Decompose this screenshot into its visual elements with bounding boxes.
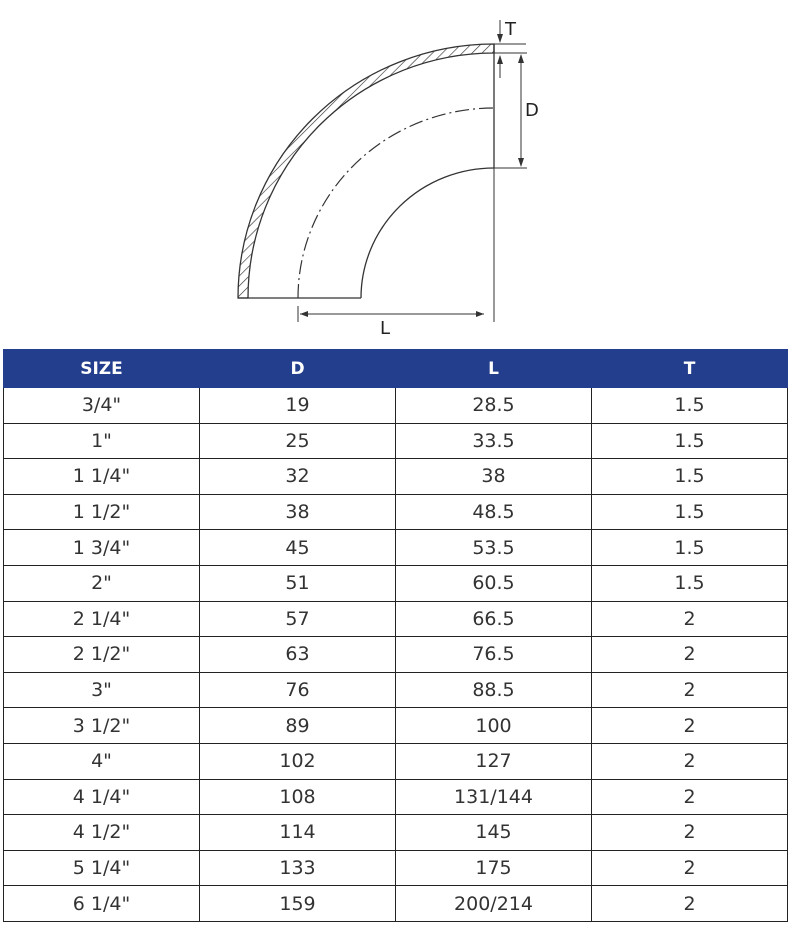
cell-l: 76.5 (396, 637, 592, 673)
cell-size: 6 1/4" (4, 886, 200, 922)
header-size: SIZE (4, 350, 200, 388)
cell-l: 131/144 (396, 779, 592, 815)
cell-l: 38 (396, 459, 592, 495)
table-row (4, 530, 788, 566)
cell-l: 28.5 (396, 388, 592, 424)
cell-l: 53.5 (396, 530, 592, 566)
t-arrowhead-down (497, 34, 503, 43)
d-arrowhead-top (518, 54, 524, 63)
cell-size: 4 1/2" (4, 815, 200, 851)
cell-size: 3" (4, 672, 200, 708)
cell-size: 3/4" (4, 388, 200, 424)
cell-d: 76 (200, 672, 396, 708)
cell-d: 114 (200, 815, 396, 851)
cell-d: 38 (200, 494, 396, 530)
cell-size: 1 3/4" (4, 530, 200, 566)
cell-l: 100 (396, 708, 592, 744)
cell-t: 2 (592, 779, 788, 815)
cell-size: 1 1/4" (4, 459, 200, 495)
t-label: T (505, 19, 516, 40)
cell-d: 108 (200, 779, 396, 815)
elbow-centerline (298, 108, 494, 298)
cell-d: 63 (200, 637, 396, 673)
cell-t: 1.5 (592, 565, 788, 601)
table-row (4, 459, 788, 495)
table-row (4, 388, 788, 424)
header-t: T (592, 350, 788, 388)
cell-d: 133 (200, 850, 396, 886)
table-row (4, 743, 788, 779)
table-row (4, 423, 788, 459)
l-arrowhead-right (476, 311, 484, 317)
cell-d: 89 (200, 708, 396, 744)
cell-t: 1.5 (592, 459, 788, 495)
cell-size: 2 1/2" (4, 637, 200, 673)
cell-d: 51 (200, 565, 396, 601)
cell-l: 145 (396, 815, 592, 851)
cell-t: 1.5 (592, 530, 788, 566)
cell-t: 2 (592, 886, 788, 922)
cell-t: 2 (592, 601, 788, 637)
cell-d: 32 (200, 459, 396, 495)
cell-t: 2 (592, 637, 788, 673)
cell-size: 3 1/2" (4, 708, 200, 744)
cell-size: 5 1/4" (4, 850, 200, 886)
table-row (4, 708, 788, 744)
table-row (4, 815, 788, 851)
cell-l: 200/214 (396, 886, 592, 922)
table-row (4, 565, 788, 601)
cell-l: 60.5 (396, 565, 592, 601)
spec-table (3, 349, 788, 922)
cell-size: 4 1/4" (4, 779, 200, 815)
table-row (4, 672, 788, 708)
cell-t: 2 (592, 850, 788, 886)
table-body (4, 388, 788, 922)
table-row (4, 637, 788, 673)
cell-d: 45 (200, 530, 396, 566)
cell-size: 4" (4, 743, 200, 779)
cell-l: 66.5 (396, 601, 592, 637)
cell-l: 127 (396, 743, 592, 779)
table-row (4, 779, 788, 815)
table-row (4, 601, 788, 637)
l-label: L (380, 318, 391, 339)
cell-t: 2 (592, 708, 788, 744)
cell-d: 57 (200, 601, 396, 637)
cell-t: 1.5 (592, 494, 788, 530)
cell-size: 1 1/2" (4, 494, 200, 530)
table-row (4, 886, 788, 922)
cell-l: 88.5 (396, 672, 592, 708)
cell-size: 1" (4, 423, 200, 459)
table-row (4, 850, 788, 886)
cell-t: 2 (592, 672, 788, 708)
table-row (4, 494, 788, 530)
d-label: D (525, 100, 539, 121)
elbow-diagram (0, 0, 790, 348)
table-header-row (4, 350, 788, 388)
cell-size: 2" (4, 565, 200, 601)
l-arrowhead-left (300, 311, 308, 317)
d-arrowhead-bottom (518, 158, 524, 167)
elbow-inner-arc (361, 168, 494, 298)
cell-d: 159 (200, 886, 396, 922)
cell-t: 1.5 (592, 388, 788, 424)
cell-d: 25 (200, 423, 396, 459)
cell-t: 1.5 (592, 423, 788, 459)
cell-l: 48.5 (396, 494, 592, 530)
cell-d: 102 (200, 743, 396, 779)
header-d: D (200, 350, 396, 388)
elbow-wall-hatch (238, 44, 494, 298)
cell-l: 175 (396, 850, 592, 886)
cell-d: 19 (200, 388, 396, 424)
cell-l: 33.5 (396, 423, 592, 459)
header-l: L (396, 350, 592, 388)
t-arrowhead-up (497, 55, 503, 64)
cell-t: 2 (592, 743, 788, 779)
cell-t: 2 (592, 815, 788, 851)
cell-size: 2 1/4" (4, 601, 200, 637)
